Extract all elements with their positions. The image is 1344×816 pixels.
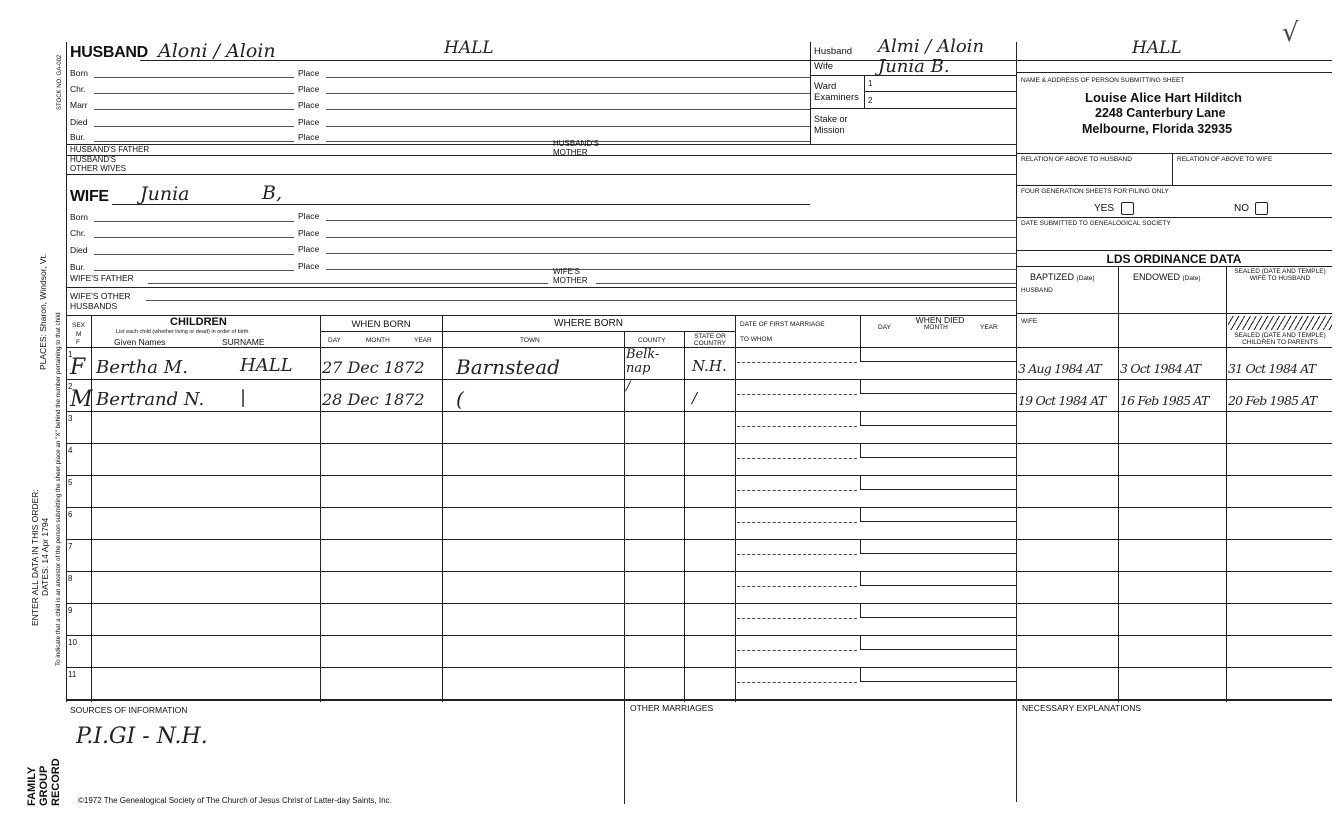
died-tick bbox=[860, 539, 861, 554]
rh-wife-name: Junia B. bbox=[878, 56, 950, 77]
husband-chr-place-label: Place bbox=[298, 84, 320, 94]
died-tick bbox=[860, 347, 861, 362]
child-surname: | bbox=[240, 387, 247, 408]
sources-label: SOURCES OF INFORMATION bbox=[70, 705, 188, 715]
child-county: / bbox=[626, 379, 631, 394]
ward-label: Ward bbox=[814, 81, 837, 92]
marriage-dash bbox=[737, 554, 857, 555]
state-label: STATE OR COUNTRY bbox=[693, 333, 727, 347]
died-tick bbox=[860, 603, 861, 618]
marriage-dash bbox=[737, 522, 857, 523]
died-line bbox=[860, 649, 1016, 650]
child-number: 3 bbox=[68, 414, 73, 423]
died-day-label: DAY bbox=[878, 324, 891, 331]
died-line bbox=[860, 553, 1016, 554]
husband-given-name: Aloni / Aloin bbox=[158, 40, 276, 62]
margin-indicate: To indicate that a child is an ancestor of the person submitting the sheet place an "X" behind the number pertaining to that child bbox=[55, 312, 62, 666]
husband-marr-place-label: Place bbox=[298, 100, 320, 110]
rh-husband-name: Almi / Aloin bbox=[878, 36, 985, 57]
when-born-label: WHEN BORN bbox=[351, 319, 411, 330]
marriage-dash bbox=[737, 362, 857, 363]
stake-label: Stake or Mission bbox=[814, 114, 848, 135]
husbands-other-wives-label: HUSBAND'S OTHER WIVES bbox=[70, 155, 127, 173]
husband-died-place-label: Place bbox=[298, 117, 320, 127]
stock-number: STOCK NO. GA-002 bbox=[57, 54, 63, 110]
husband-bur-place-label: Place bbox=[298, 132, 320, 142]
yes-label: YES bbox=[1094, 203, 1115, 214]
died-tick bbox=[860, 379, 861, 394]
check-mark: √ bbox=[1282, 18, 1299, 48]
baptized-label: BAPTIZED (Date) bbox=[1030, 272, 1095, 282]
child-baptized: 19 Oct 1984 AT bbox=[1018, 393, 1106, 408]
marriage-dash bbox=[737, 490, 857, 491]
marriage-dash bbox=[737, 618, 857, 619]
died-tick bbox=[860, 443, 861, 458]
margin-places: PLACES: Sharon, Windsor, Vt. bbox=[38, 253, 48, 370]
child-state: N.H. bbox=[692, 357, 727, 375]
date-submitted-label: DATE SUBMITTED TO GENEALOGICAL SOCIETY bbox=[1021, 220, 1171, 227]
child-row-line bbox=[66, 603, 1332, 604]
examiner-2: 2 bbox=[868, 96, 873, 105]
form-title: FAMILY GROUP RECORD bbox=[26, 758, 62, 806]
husband-born-label: Born bbox=[70, 68, 88, 78]
child-town: Barnstead bbox=[456, 355, 560, 379]
child-sex: F bbox=[70, 355, 86, 380]
child-given-name: Bertrand N. bbox=[96, 389, 205, 410]
to-whom-label: TO WHOM bbox=[740, 336, 773, 343]
husband-chr-label: Chr. bbox=[70, 84, 86, 94]
husbands-father-label: HUSBAND'S FATHER bbox=[70, 145, 150, 154]
child-row-line bbox=[66, 411, 1332, 412]
died-tick bbox=[860, 667, 861, 682]
child-sex: M bbox=[70, 387, 93, 412]
marriage-dash bbox=[737, 458, 857, 459]
wifes-father-label: WIFE'S FATHER bbox=[70, 273, 134, 283]
lds-title: LDS ORDINANCE DATA bbox=[1106, 252, 1242, 266]
marriage-dash bbox=[737, 394, 857, 395]
child-given-name: Bertha M. bbox=[96, 357, 188, 378]
child-number: 4 bbox=[68, 446, 73, 455]
submitter-name: Louise Alice Hart Hilditch bbox=[1085, 90, 1242, 105]
child-row-line bbox=[66, 475, 1332, 476]
submitter-street: 2248 Canterbury Lane bbox=[1095, 106, 1226, 120]
wife-label: WIFE bbox=[70, 188, 109, 205]
wife-died-label: Died bbox=[70, 245, 88, 255]
child-number: 6 bbox=[68, 510, 73, 519]
husbands-mother-label: HUSBAND'S MOTHER bbox=[553, 139, 599, 157]
where-born-label: WHERE BORN bbox=[554, 318, 623, 329]
died-line bbox=[860, 425, 1016, 426]
child-county: Belk-nap bbox=[626, 347, 660, 376]
child-baptized: 3 Aug 1984 AT bbox=[1018, 361, 1102, 376]
margin-dates: DATES: 14 Apr 1794 bbox=[40, 517, 50, 596]
surname-label: SURNAME bbox=[222, 337, 265, 347]
no-checkbox[interactable] bbox=[1255, 202, 1268, 215]
husband-died-label: Died bbox=[70, 117, 88, 127]
marriage-dash bbox=[737, 426, 857, 427]
child-surname: HALL bbox=[240, 355, 293, 376]
children-instruction: List each child (whether living or dead) in order of birth bbox=[116, 329, 249, 335]
husband-label: HUSBAND bbox=[70, 44, 148, 61]
marriage-dash bbox=[737, 586, 857, 587]
lds-husband-label: HUSBAND bbox=[1021, 287, 1053, 294]
examiners-label: Examiners bbox=[814, 92, 859, 103]
child-row-line bbox=[66, 507, 1332, 508]
child-endowed: 3 Oct 1984 AT bbox=[1120, 361, 1201, 376]
first-marriage-label: DATE OF FIRST MARRIAGE bbox=[740, 321, 825, 328]
born-day-label: DAY bbox=[328, 337, 341, 344]
husband-marr-label: Marr bbox=[70, 100, 88, 110]
died-tick bbox=[860, 411, 861, 426]
died-line bbox=[860, 585, 1016, 586]
child-number: 11 bbox=[68, 670, 77, 679]
margin-enter: ENTER ALL DATA IN THIS ORDER: bbox=[30, 489, 40, 626]
child-row-line bbox=[66, 571, 1332, 572]
sex-f-label: F bbox=[76, 339, 80, 346]
county-label: COUNTY bbox=[638, 337, 666, 344]
child-number: 7 bbox=[68, 542, 73, 551]
no-label: NO bbox=[1234, 203, 1249, 214]
died-month-label: MONTH bbox=[924, 324, 948, 331]
sex-m-label: M bbox=[76, 331, 82, 338]
explanations-label: NECESSARY EXPLANATIONS bbox=[1022, 703, 1142, 713]
wife-given-name: Junia bbox=[140, 183, 190, 205]
child-row-line bbox=[66, 539, 1332, 540]
died-year-label: YEAR bbox=[980, 324, 998, 331]
sealed-children-label: SEALED (DATE AND TEMPLE) CHILDREN TO PARENTS bbox=[1234, 332, 1326, 346]
rh-husband-label: Husband bbox=[814, 46, 853, 57]
marriage-dash bbox=[737, 650, 857, 651]
child-state: / bbox=[692, 389, 698, 407]
rh-husband-surname: HALL bbox=[1132, 38, 1182, 58]
submitter-city: Melbourne, Florida 32935 bbox=[1082, 122, 1233, 136]
sources-value: P.I.GI - N.H. bbox=[76, 724, 208, 749]
wife-born-label: Born bbox=[70, 212, 88, 222]
relation-wife-label: RELATION OF ABOVE TO WIFE bbox=[1177, 156, 1273, 163]
died-line bbox=[860, 489, 1016, 490]
child-number: 8 bbox=[68, 574, 73, 583]
examiner-1: 1 bbox=[868, 79, 873, 88]
other-marriages-label: OTHER MARRIAGES bbox=[630, 703, 714, 713]
lds-wife-label: WIFE bbox=[1021, 318, 1038, 325]
child-sealed: 31 Oct 1984 AT bbox=[1228, 361, 1316, 376]
child-number: 1 bbox=[68, 350, 73, 359]
child-born-date: 27 Dec 1872 bbox=[322, 358, 425, 377]
died-line bbox=[860, 521, 1016, 522]
child-row-line bbox=[66, 379, 1332, 380]
wife-born-place-label: Place bbox=[298, 211, 320, 221]
given-names-label: Given Names bbox=[114, 337, 166, 347]
husband-bur-label: Bur. bbox=[70, 132, 86, 142]
died-tick bbox=[860, 571, 861, 586]
husband-born-place-label: Place bbox=[298, 68, 320, 78]
died-line bbox=[860, 617, 1016, 618]
children-title: CHILDREN bbox=[170, 316, 227, 328]
wife-initial: B, bbox=[262, 182, 283, 204]
born-month-label: MONTH bbox=[366, 337, 390, 344]
child-number: 10 bbox=[68, 638, 77, 647]
child-town: ( bbox=[456, 387, 464, 411]
relation-husband-label: RELATION OF ABOVE TO HUSBAND bbox=[1021, 156, 1132, 163]
died-line bbox=[860, 457, 1016, 458]
died-tick bbox=[860, 475, 861, 490]
wife-bur-place-label: Place bbox=[298, 261, 320, 271]
died-tick bbox=[860, 635, 861, 650]
sex-label: SEX bbox=[72, 322, 86, 329]
child-number: 2 bbox=[68, 382, 73, 391]
child-sealed: 20 Feb 1985 AT bbox=[1228, 393, 1317, 408]
wifes-mother-label: WIFE'S MOTHER bbox=[553, 267, 588, 285]
wife-chr-label: Chr. bbox=[70, 228, 86, 238]
copyright: ©1972 The Genealogical Society of The Church of Jesus Christ of Latter-day Saints, Inc. bbox=[78, 796, 392, 805]
child-row-line bbox=[66, 667, 1332, 668]
four-gen-label: FOUR GENERATION SHEETS FOR FILING ONLY bbox=[1021, 188, 1169, 195]
died-line bbox=[860, 361, 1016, 362]
child-number: 9 bbox=[68, 606, 73, 615]
child-row-line bbox=[66, 443, 1332, 444]
child-born-date: 28 Dec 1872 bbox=[322, 390, 425, 409]
died-line bbox=[860, 393, 1016, 394]
born-year-label: YEAR bbox=[414, 337, 432, 344]
husband-surname: HALL bbox=[444, 38, 494, 58]
marriage-dash bbox=[737, 682, 857, 683]
child-row-line bbox=[66, 635, 1332, 636]
yes-checkbox[interactable] bbox=[1121, 202, 1134, 215]
sealed-wife-label: SEALED (DATE AND TEMPLE) WIFE TO HUSBAND bbox=[1234, 268, 1326, 282]
died-tick bbox=[860, 507, 861, 522]
when-died-label: WHEN DIED bbox=[915, 315, 965, 325]
wife-died-place-label: Place bbox=[298, 244, 320, 254]
rh-wife-label: Wife bbox=[814, 61, 833, 72]
child-number: 5 bbox=[68, 478, 73, 487]
wife-bur-label: Bur. bbox=[70, 262, 86, 272]
town-label: TOWN bbox=[520, 337, 540, 344]
died-line bbox=[860, 681, 1016, 682]
wife-chr-place-label: Place bbox=[298, 228, 320, 238]
child-endowed: 16 Feb 1985 AT bbox=[1120, 393, 1209, 408]
wifes-other-husbands-label: WIFE'S OTHER HUSBANDS bbox=[70, 291, 131, 311]
submitter-label: NAME & ADDRESS OF PERSON SUBMITTING SHEET bbox=[1021, 77, 1185, 84]
endowed-label: ENDOWED (Date) bbox=[1133, 272, 1201, 282]
sealed-children-hatch bbox=[1228, 316, 1332, 330]
